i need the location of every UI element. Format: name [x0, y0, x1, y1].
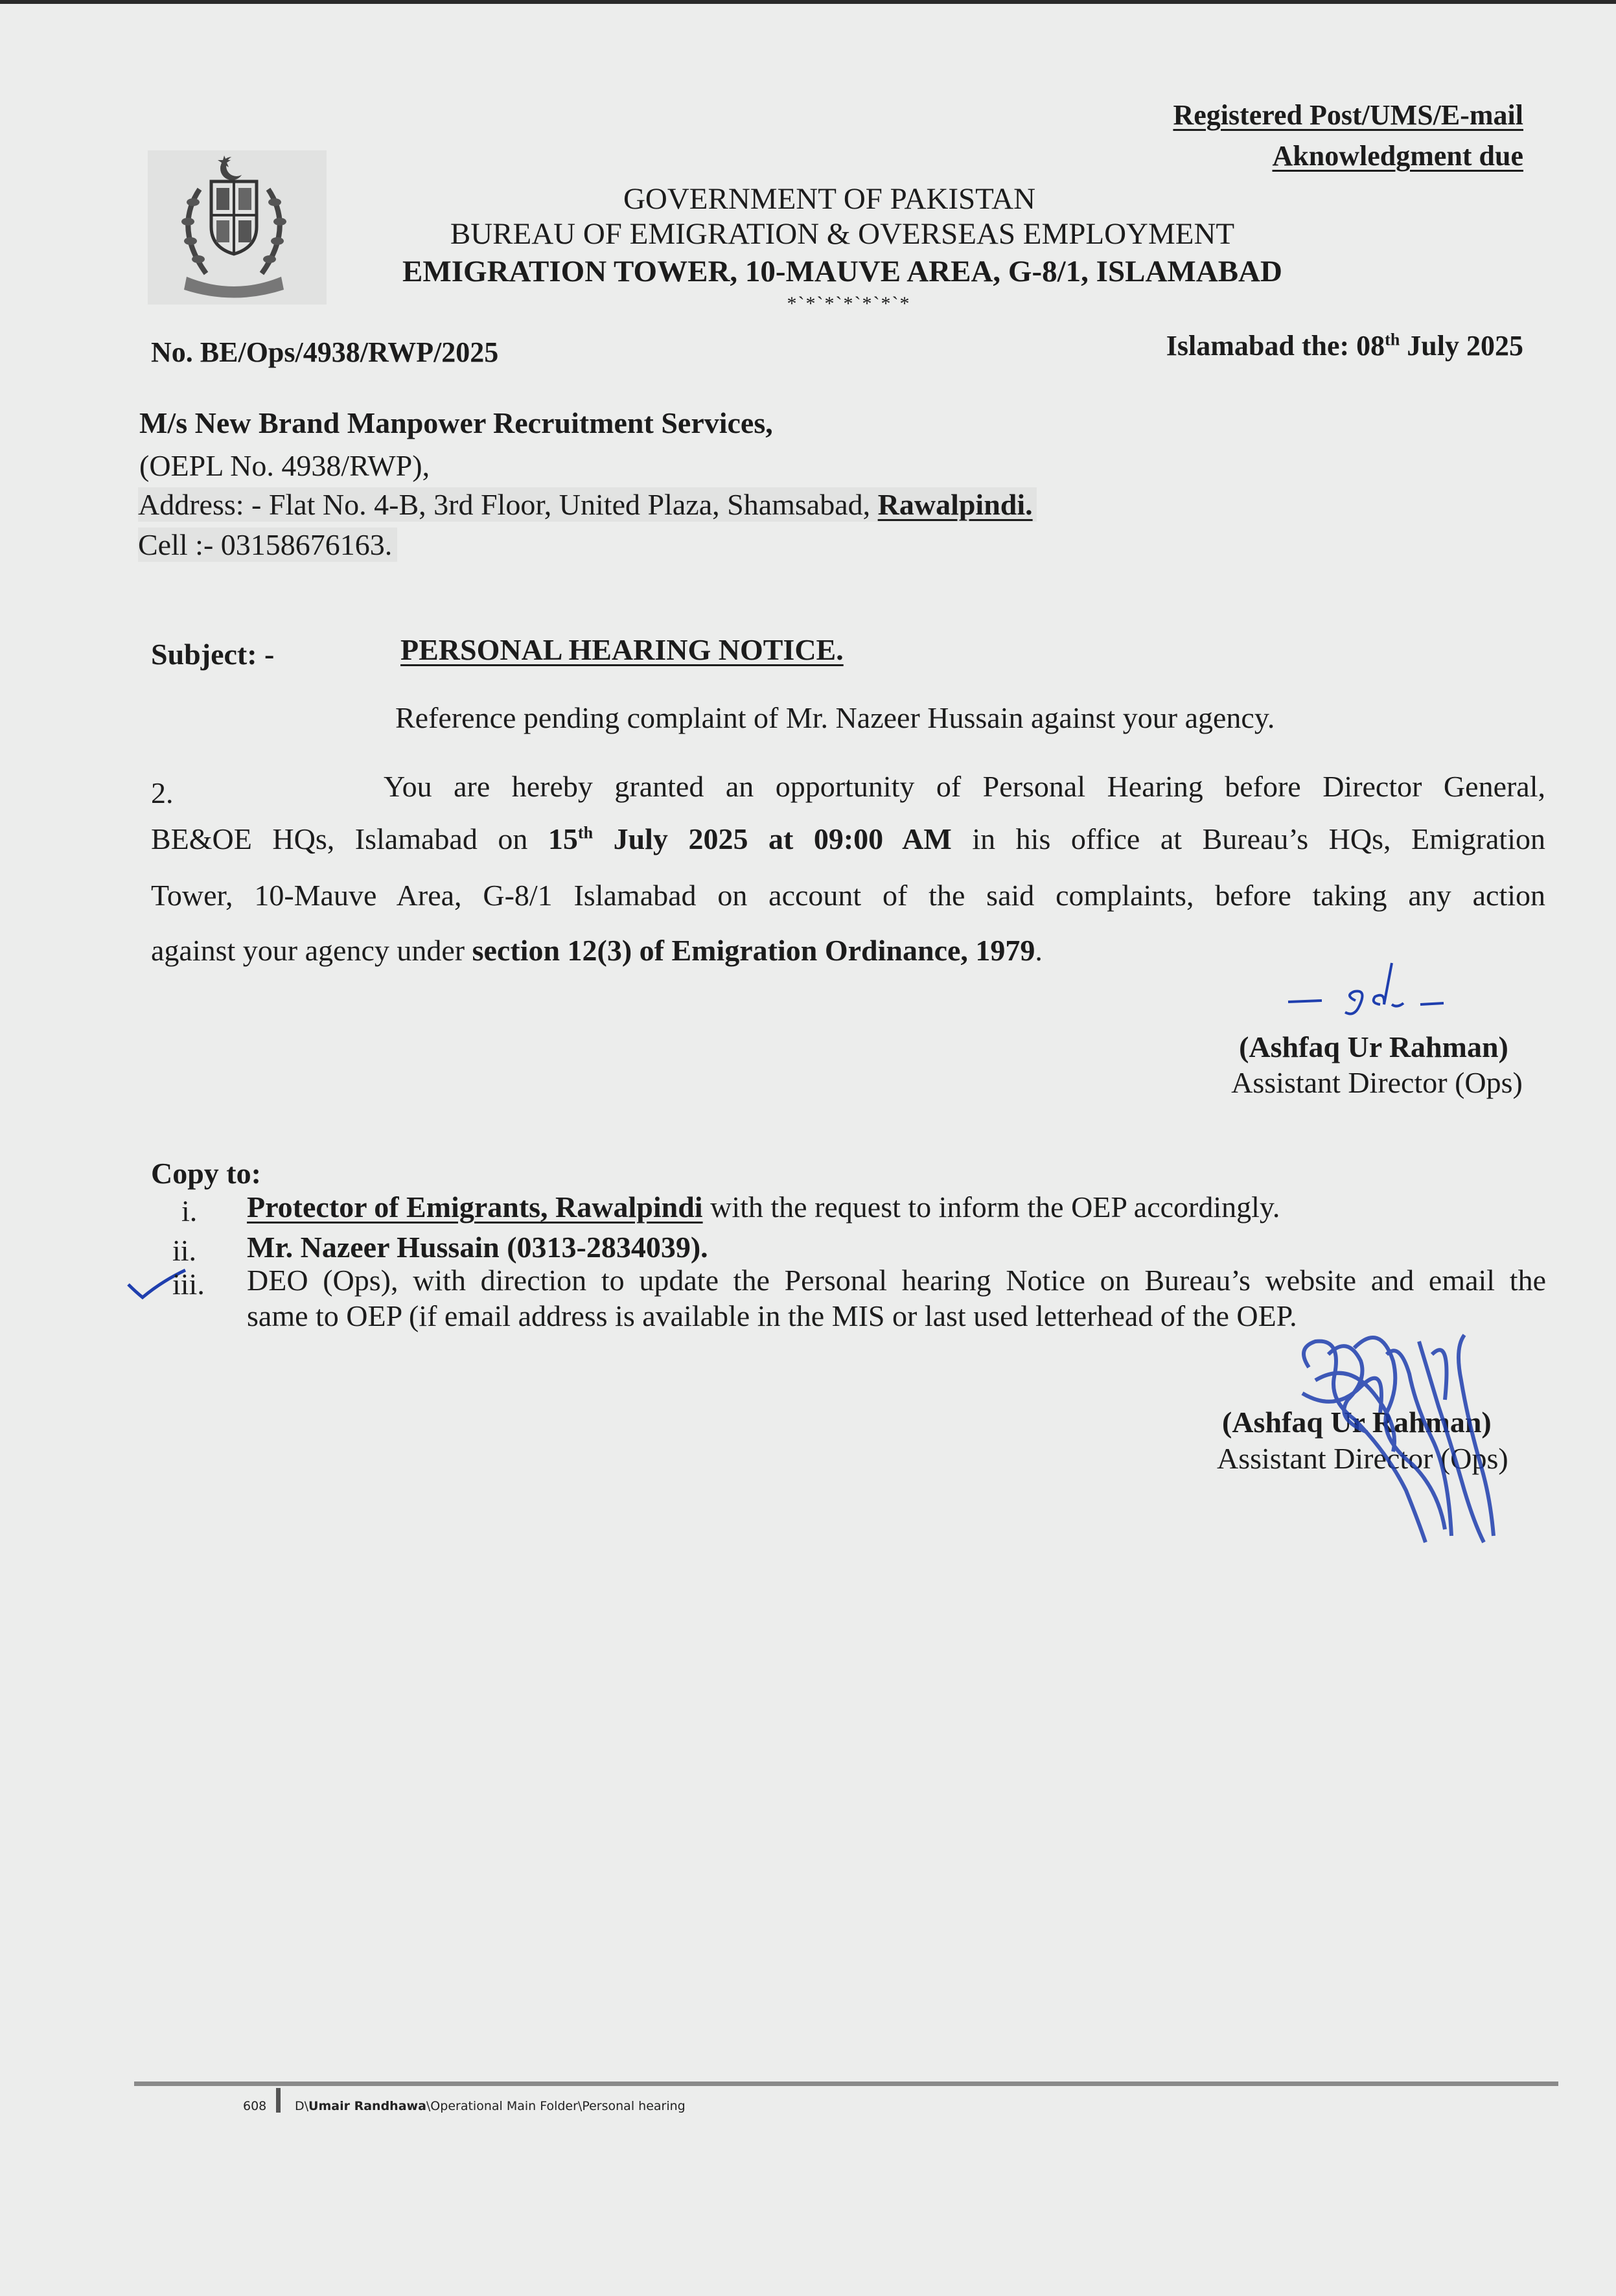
addressee-cell: Cell :- 03158676163. [138, 528, 397, 562]
dispatch-mode: Registered Post/UMS/E-mail [1173, 99, 1523, 131]
header-ornament: *`*`*`*`*`*`* [787, 293, 911, 314]
copy-item-3-line-1: DEO (Ops), with direction to update the Personal hearing Notice on Bureau’s website and email the [247, 1264, 1546, 1297]
copy-item-2: Mr. Nazeer Hussain (0313-2834039). [247, 1231, 708, 1264]
reference-line: Reference pending complaint of Mr. Nazeer Hussain against your agency. [395, 701, 1275, 734]
addressee-oepl: (OEPL No. 4938/RWP), [139, 449, 430, 482]
signatory-name-2: (Ashfaq Ur Rahman) [1222, 1406, 1492, 1439]
copy-item-number: iii. [172, 1268, 205, 1301]
body-line-1: You are hereby granted an opportunity of Personal Hearing before Director General, [384, 770, 1545, 803]
footer-file-path: D\Umair Randhawa\Operational Main Folder\Personal hearing [295, 2099, 686, 2113]
body-line-4: against your agency under section 12(3) of Emigration Ordinance, 1979. [151, 934, 1043, 967]
org-line-1: GOVERNMENT OF PAKISTAN [623, 182, 1036, 216]
copy-item-1: Protector of Emigrants, Rawalpindi with the request to inform the OEP accordingly. [247, 1190, 1280, 1223]
addressee-name: M/s New Brand Manpower Recruitment Services, [139, 406, 773, 439]
addressee-city: Rawalpindi. [877, 488, 1033, 521]
subject-label: Subject: - [151, 638, 275, 671]
signature-scribble-icon [1289, 1322, 1562, 1555]
signatory-designation: Assistant Director (Ops) [1231, 1066, 1523, 1099]
body-line-2: BE&OE HQs, Islamabad on 15th July 2025 at 09:00 AM in his office at Bureau’s HQs, Emigration [151, 822, 1545, 855]
copy-item-number: i. [181, 1194, 198, 1227]
para-number: 2. [151, 776, 174, 809]
org-line-3: EMIGRATION TOWER, 10-MAUVE AREA, G-8/1, ISLAMABAD [402, 255, 1282, 288]
footer-rule [134, 2081, 1558, 2086]
subject-title: PERSONAL HEARING NOTICE. [400, 633, 844, 666]
footer-page-code: 608 [243, 2099, 267, 2113]
scan-top-edge [0, 0, 1616, 4]
letter-date: Islamabad the: 08th July 2025 [1166, 330, 1523, 362]
reference-number: No. BE/Ops/4938/RWP/2025 [151, 336, 499, 368]
copy-item-number: ii. [172, 1234, 197, 1267]
copy-item-3-line-2: same to OEP (if email address is available in the MIS or last used letterhead of the OEP. [247, 1299, 1297, 1332]
sd-signature-icon [1283, 958, 1458, 1019]
copy-to-label: Copy to: [151, 1157, 261, 1190]
footer-divider [276, 2088, 281, 2113]
acknowledgment-due: Aknowledgment due [1272, 140, 1523, 172]
signatory-designation-2: Assistant Director (Ops) [1217, 1442, 1508, 1475]
body-line-3: Tower, 10-Mauve Area, G-8/1 Islamabad on account of the said complaints, before taking any action [151, 879, 1545, 912]
signatory-name: (Ashfaq Ur Rahman) [1239, 1030, 1508, 1063]
addressee-address: Address: - Flat No. 4-B, 3rd Floor, United Plaza, Shamsabad, Rawalpindi. [138, 487, 1037, 522]
org-line-2: BUREAU OF EMIGRATION & OVERSEAS EMPLOYMENT [450, 217, 1235, 251]
